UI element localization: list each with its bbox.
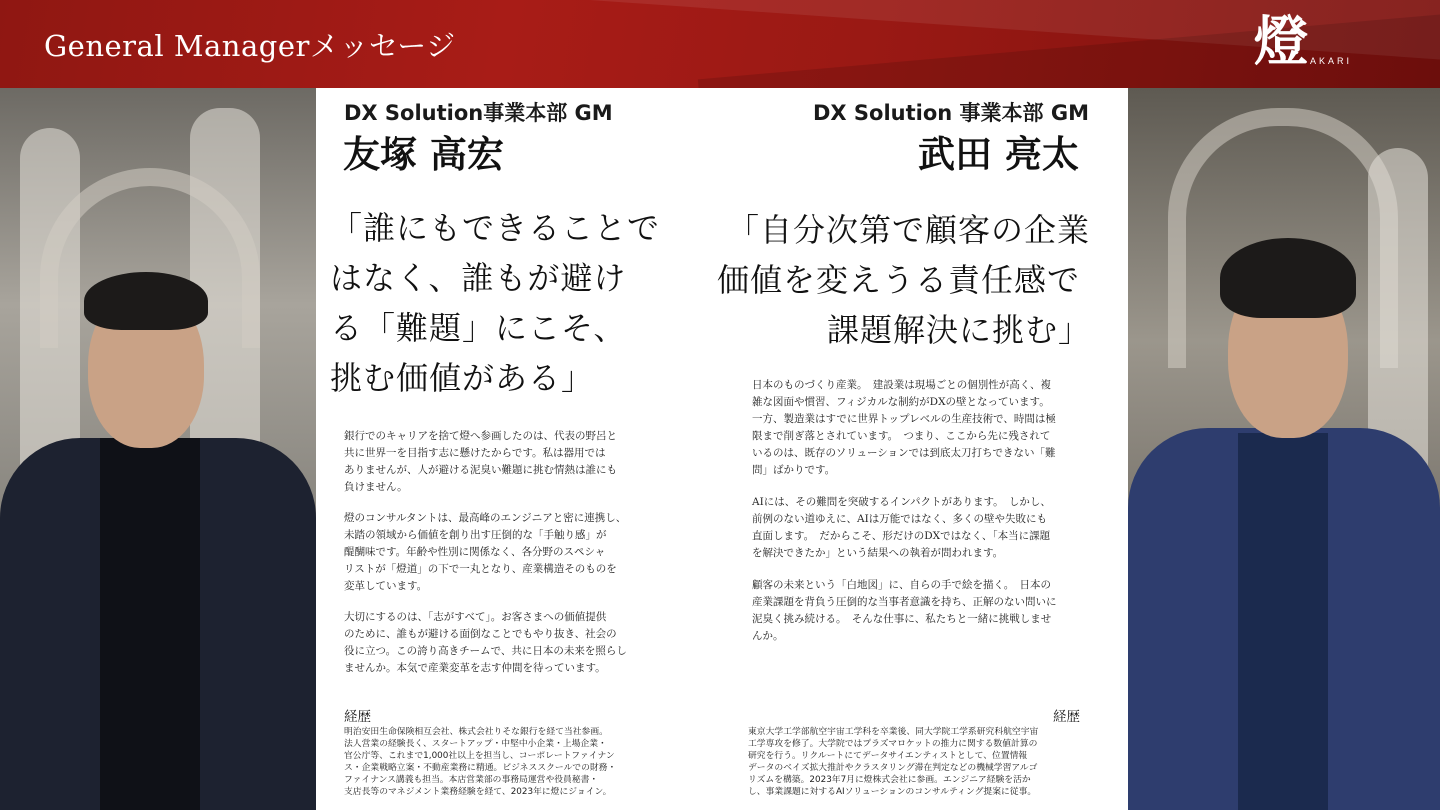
- message-line: 共に世界一を目指す志に懸けたからです。私は器用では: [344, 447, 606, 459]
- message-line: 直面します。 だからこそ、形だけのDXではなく、「本当に課題: [752, 530, 1051, 542]
- hair: [1220, 238, 1356, 318]
- career-line: し、事業課題に対するAIソリューションのコンサルティング提案に従事。: [748, 787, 1037, 797]
- message-line: 限まで削ぎ落とされています。 つまり、ここから先に残されて: [752, 430, 1051, 442]
- career-line: 研究を行う。リクルートにてデータサイエンティストとして、位置情報: [748, 751, 1028, 761]
- career-line: 支店長等のマネジメント業務経験を経て、2023年に燈にジョイン。: [344, 787, 612, 797]
- message-line: 負けません。: [344, 481, 408, 493]
- career-line: 工学専攻を修了。大学院ではプラズマロケットの推力に関する数値計算の: [748, 739, 1038, 749]
- message-line: リストが「燈道」の下で一丸となり、産業構造そのものを: [344, 563, 617, 575]
- career-line: 東京大学工学部航空宇宙工学科を卒業後、同大学院工学系研究科航空宇宙: [748, 727, 1039, 737]
- message-line: 雑な図面や慣習、フィジカルな制約がDXの壁となっています。: [752, 396, 1050, 408]
- message-line: AIには、その難問を突破するインパクトがあります。 しかし、: [752, 496, 1051, 508]
- quote-line: 「誰にもできることで: [330, 209, 661, 247]
- quote-line: 価値を変えうる責任感で: [717, 261, 1081, 299]
- message-line: んか。: [752, 630, 784, 642]
- career-line: 明治安田生命保険相互会社、株式会社りそな銀行を経て当社参画。: [344, 727, 608, 737]
- logo-kanji: 燈: [1254, 9, 1308, 73]
- left-career-heading: 経歴: [344, 709, 371, 725]
- career-line: ファイナンス講義も担当。本店営業部の事務局運営や役員秘書・: [344, 775, 599, 785]
- message-line: ありませんが、人が避ける泥臭い難題に挑む情熱は誰にも: [344, 464, 617, 476]
- left-portrait-photo: [0, 88, 316, 810]
- message-line: 銀行でのキャリアを捨て燈へ参画したのは、代表の野呂と: [344, 430, 617, 442]
- shirt: [1238, 433, 1328, 810]
- career-line: データのベイズ拡大推計やクラスタリング滞在判定などの機械学習アルゴ: [748, 763, 1038, 773]
- message-line: 役に立つ。この誇り高きチームで、共に日本の未来を照らし: [344, 645, 627, 657]
- message-line: 未踏の領域から価値を創り出す圧倒的な「手触り感」が: [344, 529, 607, 541]
- message-line: 前例のない道ゆえに、AIは万能ではなく、多くの壁や失敗にも: [752, 513, 1048, 525]
- career-line: 官公庁等、これまで1,000社以上を担当し、コーポレートファイナン: [344, 751, 615, 761]
- quote-line: 課題解決に挑む」: [827, 311, 1092, 349]
- right-role: DX Solution 事業本部 GM: [813, 101, 1090, 125]
- page-title: General Managerメッセージ: [44, 29, 456, 63]
- message-line: 産業課題を背負う圧倒的な当事者意識を持ち、正解のない問いに: [752, 596, 1057, 608]
- quote-line: 挑む価値がある」: [330, 359, 595, 397]
- quote-line: はなく、誰もが避け: [330, 259, 627, 297]
- hair: [84, 272, 208, 330]
- message-line: 燈のコンサルタントは、最高峰のエンジニアと密に連携し、: [344, 512, 627, 524]
- header-bar: [0, 0, 1440, 88]
- left-role: DX Solution事業本部 GM: [344, 101, 613, 125]
- message-line: のために、誰もが避ける面倒なことでもやり抜き、社会の: [344, 628, 617, 640]
- right-name: 武田 亮太: [918, 133, 1079, 176]
- message-line: ませんか。本気で産業変革を志す仲間を待っています。: [344, 662, 606, 674]
- message-line: 日本のものづくり産業。 建設業は現場ごとの個別性が高く、複: [752, 379, 1052, 391]
- message-line: いるのは、既存のソリューションでは到底太刀打ちできない「難: [752, 447, 1056, 459]
- career-line: ス・企業戦略立案・不動産業務に精通。ビジネススクールでの財務・: [344, 763, 617, 773]
- message-line: 変革しています。: [344, 580, 428, 592]
- message-line: 問」ばかりです。: [752, 464, 836, 476]
- career-line: リズムを構築。2023年7月に燈株式会社に参画。エンジニア経験を活か: [748, 775, 1031, 785]
- message-line: を解決できたか」という結果への執着が問われます。: [752, 547, 1004, 559]
- message-line: 一方、製造業はすでに世界トップレベルの生産技術で、時間は極: [752, 413, 1056, 425]
- right-portrait-photo: [1128, 88, 1440, 810]
- quote-line: 「自分次第で顧客の企業: [727, 211, 1091, 249]
- logo-roman: AKARI: [1310, 56, 1353, 66]
- message-line: 醍醐味です。年齢や性別に関係なく、各分野のスペシャ: [344, 546, 606, 558]
- right-career-heading: 経歴: [1053, 709, 1080, 725]
- career-line: 法人営業の経験長く、スタートアップ・中堅中小企業・上場企業・: [344, 739, 607, 749]
- message-line: 泥臭く挑み続ける。 そんな仕事に、私たちと一緒に挑戦しませ: [752, 613, 1052, 625]
- message-line: 顧客の未来という「白地図」に、自らの手で絵を描く。 日本の: [752, 579, 1052, 591]
- company-logo: [1254, 8, 1364, 80]
- left-name: 友塚 高宏: [343, 133, 504, 176]
- shirt: [100, 438, 200, 810]
- message-line: 大切にするのは、「志がすべて」。お客さまへの価値提供: [344, 611, 607, 623]
- quote-line: る「難題」にこそ、: [330, 309, 627, 347]
